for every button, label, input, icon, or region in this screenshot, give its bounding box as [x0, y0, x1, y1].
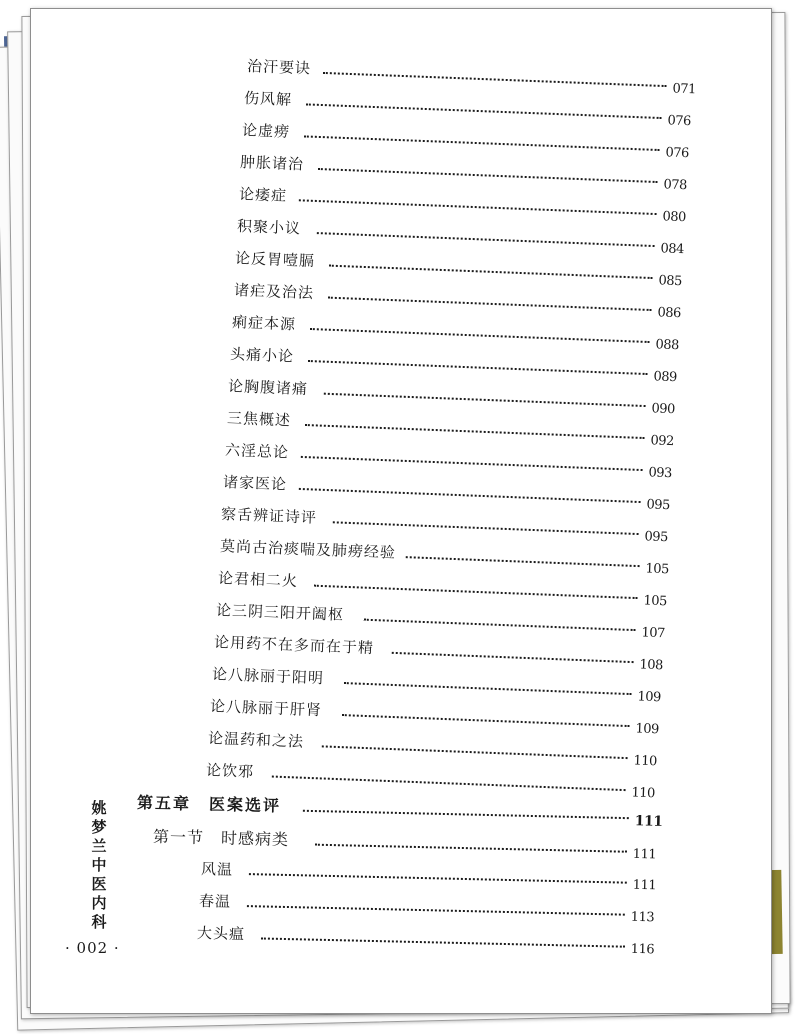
toc-page-number: 111 — [632, 846, 657, 863]
toc-leader — [317, 232, 655, 247]
toc-page-number: 078 — [663, 177, 688, 194]
toc-leader — [318, 168, 658, 183]
toc-page-number: 076 — [667, 113, 692, 130]
toc-page-number: 092 — [650, 433, 675, 450]
toc-page-number: 113 — [630, 909, 655, 926]
toc-leader — [303, 810, 629, 819]
toc-leader — [392, 652, 634, 663]
toc-entry-title: 头痛小论 — [229, 345, 295, 366]
toc-entry — [205, 759, 656, 802]
toc-entry-title: 三焦概述 — [226, 409, 292, 430]
toc-page-number: 085 — [658, 273, 683, 290]
toc-page-number: 088 — [655, 337, 680, 354]
toc-page-number: 071 — [672, 81, 697, 98]
toc-entry-title: 第五章 医案选评 — [136, 793, 282, 816]
toc-page-number: 111 — [634, 813, 663, 830]
toc-page-number: 093 — [648, 465, 673, 482]
toc-page-number: 084 — [660, 241, 685, 258]
toc-leader — [249, 873, 627, 884]
toc-leader — [305, 424, 645, 439]
toc-leader — [315, 844, 627, 853]
toc-entry-title: 论三阴三阳开阖枢 — [215, 601, 345, 624]
toc-page-number: 095 — [646, 497, 671, 514]
toc-entry-title: 六淫总论 — [224, 441, 290, 462]
toc-leader — [299, 488, 641, 503]
toc-section-heading — [152, 826, 657, 863]
toc-leader — [364, 619, 636, 631]
toc-entry — [198, 890, 655, 926]
toc-entry-title: 论胸腹诸痛 — [227, 377, 309, 399]
toc-entry — [217, 567, 668, 610]
toc-entry-title: 治汗要诀 — [246, 57, 312, 78]
toc-page-number: 116 — [630, 941, 655, 958]
toc-leader — [306, 103, 662, 119]
toc-page-number: 109 — [635, 721, 660, 738]
toc-leader — [322, 745, 628, 759]
book-title-vertical: 姚梦兰中医内科 — [91, 799, 107, 931]
toc-entry-title: 第一节 时感病类 — [152, 827, 290, 850]
toc-entry-title: 论反胃噎膈 — [234, 249, 316, 271]
toc-page-number: 107 — [641, 625, 666, 642]
toc-leader — [342, 714, 630, 727]
toc-page-number: 076 — [665, 145, 690, 162]
toc-page-number: 090 — [651, 401, 676, 418]
toc-page-number: 105 — [643, 593, 668, 610]
toc-leader — [301, 456, 643, 471]
toc-leader — [328, 297, 652, 311]
toc-leader — [299, 199, 657, 215]
toc-entry — [196, 922, 655, 958]
toc-page-number: 110 — [633, 753, 658, 770]
toc-leader — [261, 937, 625, 947]
toc-page-number: 080 — [662, 209, 687, 226]
toc-leader — [406, 556, 640, 567]
toc-leader — [308, 360, 648, 375]
toc-entry-title: 论八脉丽于阳明 — [211, 665, 325, 688]
toc-entry-title: 积聚小议 — [236, 217, 302, 238]
toc-entry-title: 诸家医论 — [222, 473, 288, 494]
toc-entry-title: 论温药和之法 — [207, 729, 305, 751]
toc-page-number: 109 — [637, 689, 662, 706]
toc-page-number: 095 — [644, 529, 669, 546]
toc-leader — [324, 393, 646, 407]
toc-leader — [247, 905, 625, 916]
toc-entry-title: 痢症本源 — [231, 313, 297, 334]
page-number-footer: · 002 · — [65, 939, 120, 957]
toc-entry — [241, 119, 690, 162]
toc-entry-title: 论八脉丽于肝肾 — [209, 697, 323, 720]
toc-entry-title: 风温 — [200, 860, 234, 879]
toc-page-number: 111 — [632, 877, 657, 894]
toc-page-number: 110 — [631, 785, 656, 802]
toc-leader — [310, 328, 650, 343]
toc-entry — [246, 55, 697, 98]
toc-entry-title: 伤风解 — [243, 89, 293, 109]
toc-entry-title: 莫尚古治痰喘及肺痨经验 — [219, 537, 397, 562]
toc-entry-title: 论用药不在多而在于精 — [213, 633, 375, 658]
toc-entry-title: 论虚痨 — [241, 121, 291, 141]
toc-leader — [329, 265, 653, 279]
toc-entry — [220, 503, 669, 546]
toc-entry-title: 论君相二火 — [217, 569, 299, 591]
toc-leader — [304, 135, 660, 151]
toc-entry-title: 察舌辨证诗评 — [220, 505, 318, 527]
toc-leader — [272, 776, 626, 792]
toc-entry-title: 诸疟及治法 — [233, 281, 315, 303]
toc-page-number: 089 — [653, 369, 678, 386]
toc-page-number: 108 — [639, 657, 664, 674]
toc-leader — [344, 682, 632, 695]
toc-leader — [323, 72, 667, 87]
toc-leader — [314, 585, 638, 599]
toc-entry-title: 论饮邪 — [205, 761, 255, 781]
toc-entry-title: 春温 — [198, 892, 232, 911]
toc-entry-title: 论痿症 — [238, 185, 288, 205]
toc-entry — [209, 695, 660, 738]
toc-leader — [333, 521, 639, 535]
toc-page-number: 105 — [645, 561, 670, 578]
contents-page — [30, 8, 772, 1014]
toc-page-number: 086 — [657, 305, 682, 322]
toc-entry-title: 大头瘟 — [196, 924, 246, 944]
toc-entry — [200, 858, 657, 894]
toc-entry-title: 肿胀诸治 — [239, 153, 305, 174]
